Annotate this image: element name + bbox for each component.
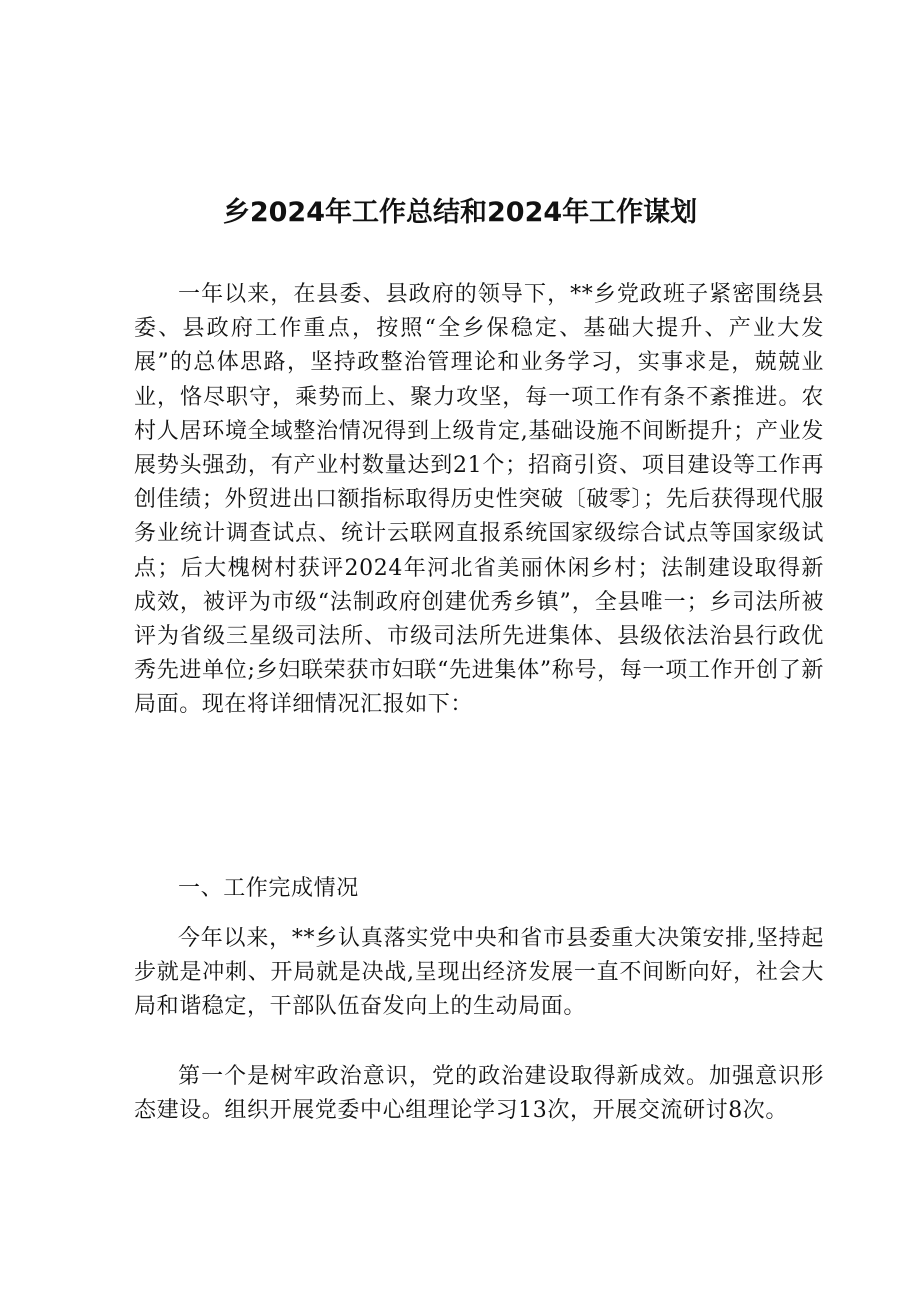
intro-paragraph: 一年以来，在县委、县政府的领导下，**乡党政班子紧密围绕县委、县政府工作重点，按照“全乡保稳定、基础大提升、产业大发展”的总体思路，坚持政整治管理论和业务学习，实事求是，兢兢业业，恪尽职守，乘势而上、聚力攻坚，每一项工作有条不紊推进。农村人居环境全域整治情况得到上级肯定,基础设施不间断提升；产业发展势头强劲，有产业村数量达到21个；招商引资、项目建设等工作再创佳绩；外贸进出口额指标取得历史性突破〔破零〕；先后获得现代服务业统计调查试点、统计云联网直报系统国家级综合试点等国家级试点；后大槐树村获评2024年河北省美丽休闲乡村；法制建设取得新成效，被评为市级“法制政府创建优秀乡镇”，全县唯一；乡司法所被评为省级三星级司法所、市级司法所先进集体、县级依法治县行政优秀先进单位;乡妇联荣获市妇联“先进集体”称号，每一项工作开创了新局面。现在将详细情况汇报如下： — [134, 282, 824, 718]
section-heading: 一、工作完成情况 — [178, 876, 359, 901]
document-title: 乡2024年工作总结和2024年工作谋划 — [222, 197, 698, 228]
political-building-paragraph: 第一个是树牢政治意识，党的政治建设取得新成效。加强意识形态建设。组织开展党委中心组理论学习13次，开展交流研讨8次。 — [134, 1064, 824, 1124]
work-overview-paragraph: 今年以来，**乡认真落实党中央和省市县委重大决策安排,坚持起步就是冲刺、开局就是决战,呈现出经济发展一直不间断向好，社会大局和谐稳定，干部队伍奋发向上的生动局面。 — [134, 926, 824, 1020]
